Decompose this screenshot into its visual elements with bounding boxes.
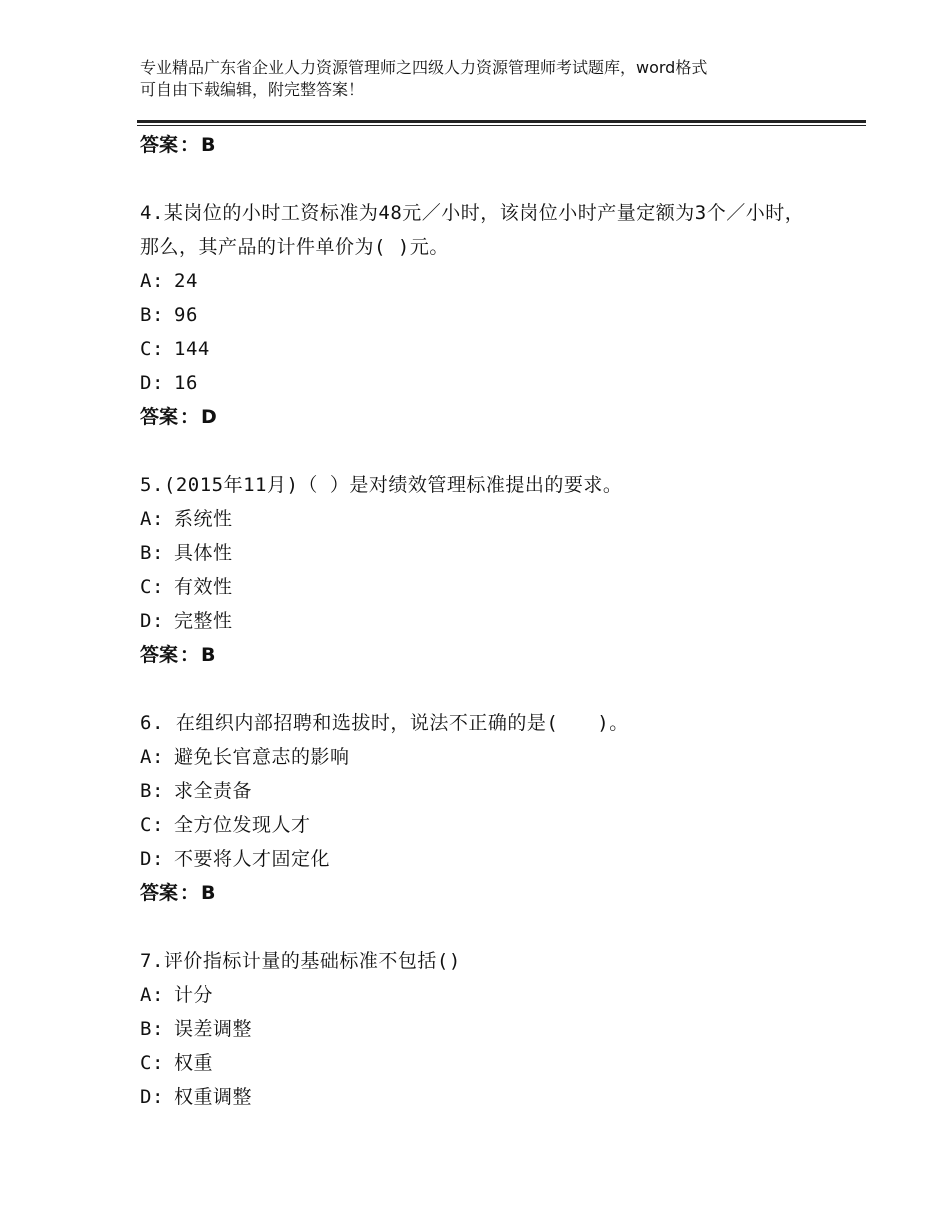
answer-value: B bbox=[201, 134, 216, 156]
option-letter: C: bbox=[140, 576, 164, 598]
option-text: 96 bbox=[174, 304, 198, 326]
question-block-6 bbox=[140, 706, 820, 910]
option-letter: B: bbox=[140, 780, 164, 802]
option-letter: C: bbox=[140, 1052, 164, 1074]
option-text: 不要将人才固定化 bbox=[174, 848, 331, 870]
option-text: 完整性 bbox=[174, 610, 233, 632]
answer-prefix: 答案 bbox=[140, 134, 179, 156]
answer-line bbox=[140, 638, 820, 672]
option-letter: B: bbox=[140, 542, 164, 564]
option-text: 计分 bbox=[174, 984, 214, 1006]
option-text: 误差调整 bbox=[174, 1018, 253, 1040]
header-title-line-2: 可自由下载编辑，附完整答案！ bbox=[140, 80, 365, 99]
option-d bbox=[140, 366, 820, 400]
option-letter: B: bbox=[140, 1018, 164, 1040]
option-a bbox=[140, 264, 820, 298]
question-stem: 6. 在组织内部招聘和选拔时，说法不正确的是( )。 bbox=[140, 712, 629, 734]
question-list bbox=[140, 128, 820, 1114]
answer-prefix: 答案 bbox=[140, 644, 179, 666]
option-a bbox=[140, 978, 820, 1012]
option-letter: C: bbox=[140, 338, 164, 360]
header-divider-thick bbox=[137, 120, 866, 123]
option-text: 有效性 bbox=[174, 576, 233, 598]
answer-value: D bbox=[201, 406, 217, 428]
option-text: 避免长官意志的影响 bbox=[174, 746, 350, 768]
answer-colon: ： bbox=[180, 134, 200, 156]
option-a bbox=[140, 502, 820, 536]
header-divider-thin bbox=[137, 125, 866, 126]
answer-line bbox=[140, 876, 820, 910]
option-c bbox=[140, 1046, 820, 1080]
answer-value: B bbox=[201, 644, 216, 666]
question-block-4 bbox=[140, 196, 820, 434]
option-text: 求全责备 bbox=[174, 780, 253, 802]
answer-value: B bbox=[201, 882, 216, 904]
option-letter: D: bbox=[140, 610, 164, 632]
option-d bbox=[140, 1080, 820, 1114]
option-c bbox=[140, 808, 820, 842]
question-block-7 bbox=[140, 944, 820, 1114]
option-c bbox=[140, 332, 820, 366]
option-b bbox=[140, 536, 820, 570]
option-text: 16 bbox=[174, 372, 198, 394]
header-title-line-1: 专业精品广东省企业人力资源管理师之四级人力资源管理师考试题库，word格式 bbox=[140, 58, 708, 77]
option-b bbox=[140, 1012, 820, 1046]
answer-prefix: 答案 bbox=[140, 406, 179, 428]
option-text: 144 bbox=[174, 338, 210, 360]
option-text: 具体性 bbox=[174, 542, 233, 564]
option-text: 全方位发现人才 bbox=[174, 814, 311, 836]
question-stem: 4.某岗位的小时工资标准为48元／小时，该岗位小时产量定额为3个／小时，那么，其产品的计件单价为( )元。 bbox=[140, 202, 805, 258]
option-d bbox=[140, 842, 820, 876]
option-letter: D: bbox=[140, 372, 164, 394]
option-text: 24 bbox=[174, 270, 198, 292]
option-text: 系统性 bbox=[174, 508, 233, 530]
option-letter: C: bbox=[140, 814, 164, 836]
option-text: 权重调整 bbox=[174, 1086, 253, 1108]
answer-colon: ： bbox=[180, 644, 200, 666]
answer-prefix: 答案 bbox=[140, 882, 179, 904]
option-b bbox=[140, 774, 820, 808]
answer-line-q3 bbox=[140, 128, 820, 162]
option-letter: A: bbox=[140, 508, 164, 530]
question-block-5 bbox=[140, 468, 820, 672]
answer-colon: ： bbox=[180, 882, 200, 904]
option-letter: A: bbox=[140, 984, 164, 1006]
option-letter: D: bbox=[140, 848, 164, 870]
question-stem: 5.(2015年11月)（ ）是对绩效管理标准提出的要求。 bbox=[140, 474, 623, 496]
option-c bbox=[140, 570, 820, 604]
option-letter: A: bbox=[140, 746, 164, 768]
option-d bbox=[140, 604, 820, 638]
option-letter: D: bbox=[140, 1086, 164, 1108]
question-stem: 7.评价指标计量的基础标准不包括() bbox=[140, 950, 461, 972]
option-letter: B: bbox=[140, 304, 164, 326]
answer-colon: ： bbox=[180, 406, 200, 428]
option-b bbox=[140, 298, 820, 332]
answer-line bbox=[140, 400, 820, 434]
option-letter: A: bbox=[140, 270, 164, 292]
document-header bbox=[140, 57, 840, 101]
option-a bbox=[140, 740, 820, 774]
option-text: 权重 bbox=[174, 1052, 214, 1074]
